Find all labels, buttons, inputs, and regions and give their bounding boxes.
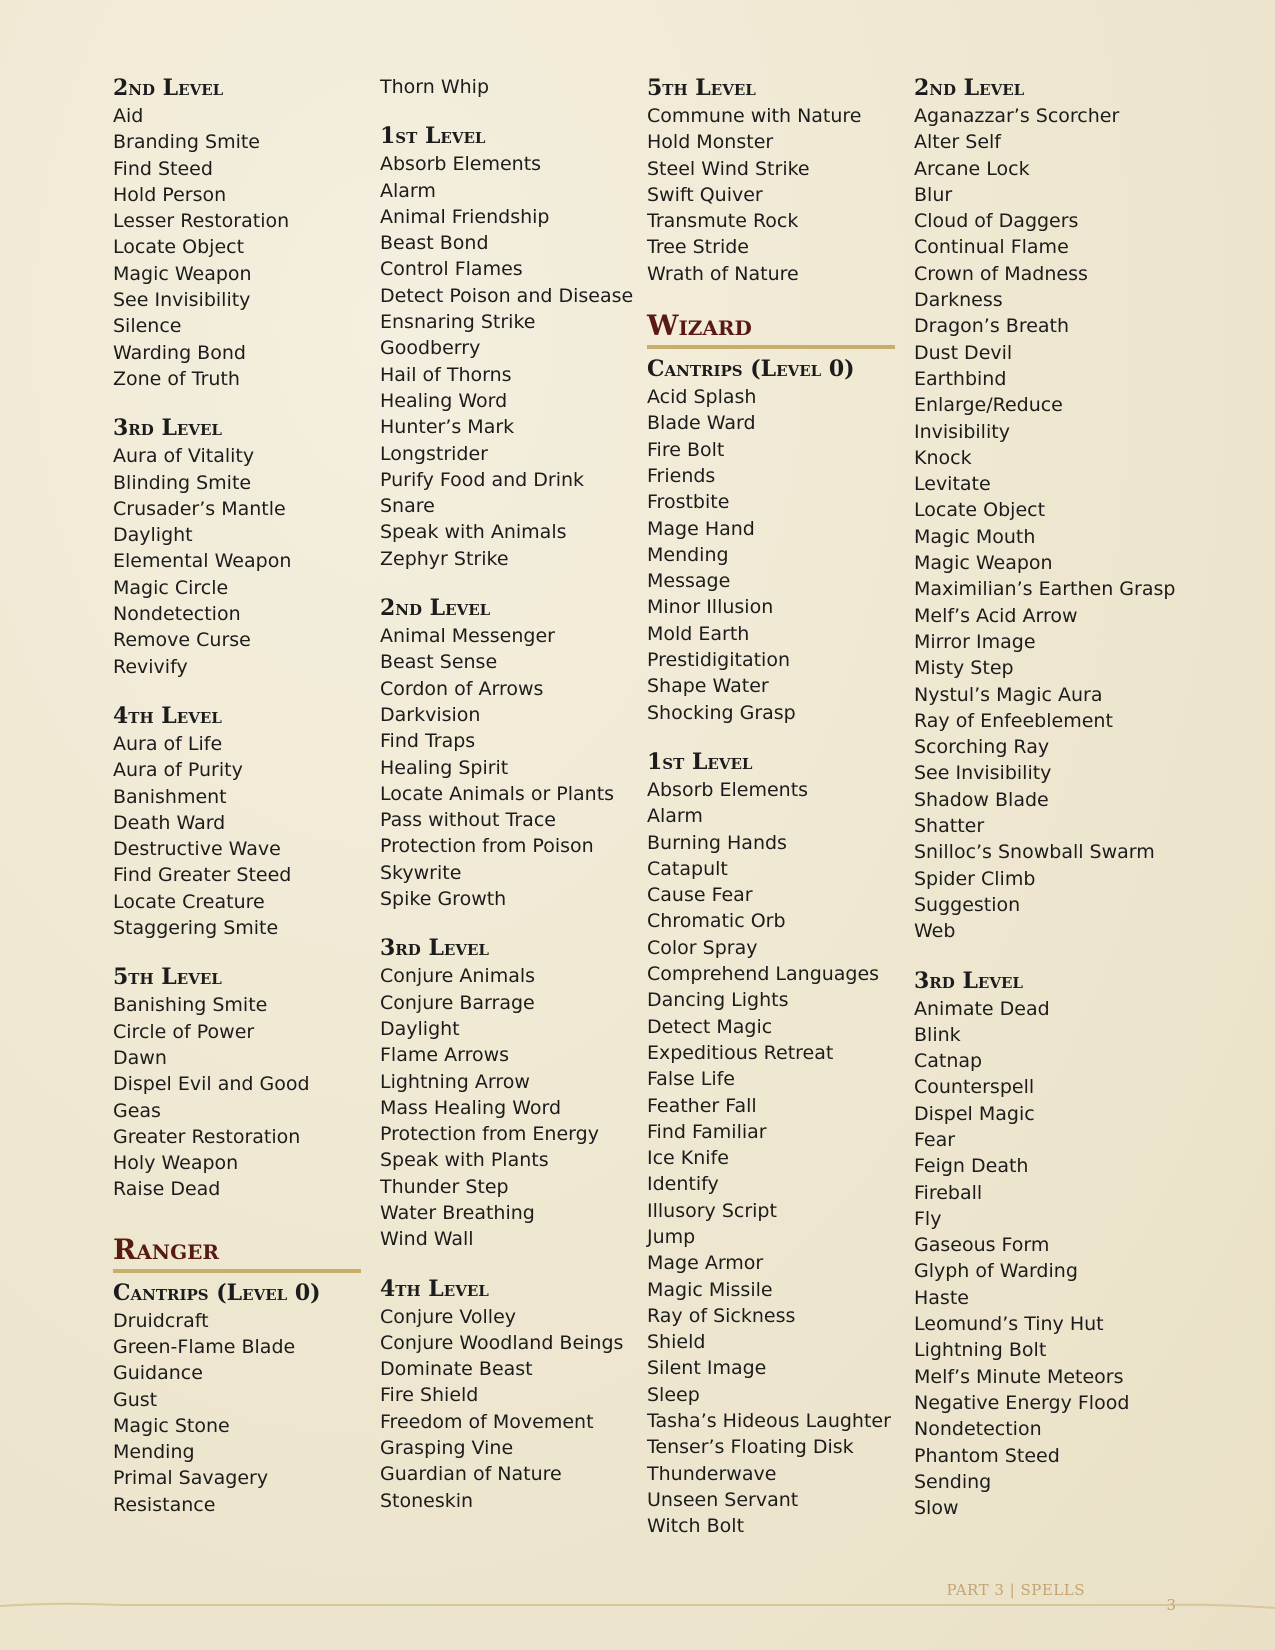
spell-section <box>380 74 640 100</box>
spell-item: Gust <box>113 1388 158 1411</box>
spell-item: Blur <box>914 183 953 206</box>
spell-item: Conjure Volley <box>380 1305 517 1328</box>
spell-item: Fly <box>914 1207 942 1230</box>
spell-item: Holy Weapon <box>113 1152 239 1175</box>
spell-item: Conjure Animals <box>380 965 536 988</box>
column-2 <box>380 74 640 1536</box>
spell-item: Mold Earth <box>647 622 750 645</box>
spell-item: Revivify <box>113 655 188 678</box>
spell-item: Misty Step <box>914 657 1014 680</box>
footer-section: PART 3 | SPELLS <box>946 1581 1085 1599</box>
spell-item: Purify Food and Drink <box>380 468 585 491</box>
spell-item: Greater Restoration <box>113 1125 301 1148</box>
spell-item: Animal Friendship <box>380 205 550 228</box>
spell-section <box>380 1275 640 1514</box>
spell-item: Mirror Image <box>914 630 1036 653</box>
level-heading: 1st Level <box>380 123 486 150</box>
spell-item: Destructive Wave <box>113 838 281 861</box>
spell-item: Magic Circle <box>113 576 229 599</box>
column-1 <box>113 74 373 1540</box>
spell-item: Staggering Smite <box>113 917 279 940</box>
spell-section <box>647 748 907 1540</box>
page-number: 3 <box>1166 1596 1176 1614</box>
spell-item: Speak with Animals <box>380 521 567 544</box>
spell-item: Locate Creature <box>113 890 265 913</box>
spell-item: Find Greater Steed <box>113 864 292 887</box>
spell-item: Catapult <box>647 857 728 880</box>
spell-item: Message <box>647 570 731 593</box>
spell-item: Lightning Arrow <box>380 1070 530 1093</box>
spell-item: Guidance <box>113 1362 203 1385</box>
spell-item: Wind Wall <box>380 1228 474 1251</box>
spell-item: Shocking Grasp <box>647 701 796 724</box>
spell-item: Nondetection <box>914 1418 1042 1441</box>
spell-section <box>380 594 640 912</box>
spell-item: Mage Hand <box>647 517 755 540</box>
spell-item: Continual Flame <box>914 236 1069 259</box>
spell-item: Dispel Magic <box>914 1102 1035 1125</box>
spell-item: Negative Energy Flood <box>914 1391 1130 1414</box>
spell-item: Wrath of Nature <box>647 262 799 285</box>
spell-item: Aura of Purity <box>113 759 243 782</box>
spell-item: Magic Missile <box>647 1278 773 1301</box>
level-heading: 4th Level <box>113 702 222 729</box>
spell-item: Melf’s Minute Meteors <box>914 1365 1124 1388</box>
spell-item: Mass Healing Word <box>380 1096 562 1119</box>
spell-item: Goodberry <box>380 337 481 360</box>
spell-item: Shatter <box>914 815 985 838</box>
spell-item: Shape Water <box>647 675 769 698</box>
spell-item: Guardian of Nature <box>380 1463 562 1486</box>
spell-item: Resistance <box>113 1493 216 1516</box>
spell-item: See Invisibility <box>914 762 1052 785</box>
spell-section <box>380 934 640 1252</box>
spell-item: Ice Knife <box>647 1147 729 1170</box>
class-heading: Ranger <box>113 1233 361 1273</box>
level-heading: Cantrips (Level 0) <box>113 1279 321 1306</box>
spell-item: Unseen Servant <box>647 1488 799 1511</box>
spell-item: Remove Curse <box>113 629 251 652</box>
spell-item: Fire Shield <box>380 1384 479 1407</box>
spell-item: Alter Self <box>914 131 1001 154</box>
spell-item: Blink <box>914 1023 961 1046</box>
column-3 <box>647 74 907 1562</box>
spell-item: Primal Savagery <box>113 1467 269 1490</box>
spell-item: Thorn Whip <box>380 76 489 98</box>
spell-item: Dominate Beast <box>380 1358 533 1381</box>
spell-item: Aid <box>113 105 144 127</box>
spell-item: Beast Sense <box>380 651 498 674</box>
spell-item: Healing Word <box>380 389 508 412</box>
spell-item: Conjure Woodland Beings <box>380 1331 624 1354</box>
spell-item: Longstrider <box>380 442 488 465</box>
spell-item: Jump <box>647 1225 696 1248</box>
spell-item: Healing Spirit <box>380 756 509 779</box>
spell-item: Dispel Evil and Good <box>113 1073 310 1096</box>
spell-item: Death Ward <box>113 811 226 834</box>
spell-item: Warding Bond <box>113 341 246 364</box>
spell-item: Catnap <box>914 1050 983 1073</box>
level-heading: Cantrips (Level 0) <box>647 356 855 383</box>
spell-item: Gaseous Form <box>914 1234 1050 1257</box>
spell-item: Sending <box>914 1470 992 1493</box>
level-heading: 3rd Level <box>113 415 222 442</box>
spell-item: Enlarge/Reduce <box>914 394 1063 417</box>
spell-item: Magic Weapon <box>914 552 1053 575</box>
spell-item: Darkvision <box>380 703 481 726</box>
spell-item: Beast Bond <box>380 232 489 255</box>
spell-section <box>380 122 640 572</box>
level-heading: 5th Level <box>647 75 756 101</box>
spell-item: Absorb Elements <box>380 153 542 176</box>
spell-item: Fireball <box>914 1181 983 1204</box>
spell-item: Mending <box>647 543 729 566</box>
spell-item: Control Flames <box>380 258 523 281</box>
spell-item: Tasha’s Hideous Laughter <box>647 1410 891 1433</box>
spell-item: Scorching Ray <box>914 736 1050 759</box>
spell-item: Find Traps <box>380 730 476 753</box>
spell-section <box>113 74 373 392</box>
spell-item: Swift Quiver <box>647 183 763 206</box>
spell-item: Locate Object <box>113 236 245 259</box>
spell-item: Circle of Power <box>113 1020 255 1043</box>
spell-item: Levitate <box>914 473 991 496</box>
level-heading: 3rd Level <box>380 935 489 962</box>
spell-item: Magic Weapon <box>113 262 252 285</box>
spell-item: Stoneskin <box>380 1489 474 1512</box>
spell-item: Ray of Sickness <box>647 1304 796 1327</box>
spell-item: Witch Bolt <box>647 1515 745 1538</box>
spell-item: Locate Animals or Plants <box>380 782 615 805</box>
spell-item: Speak with Plants <box>380 1149 549 1172</box>
spell-item: Cloud of Daggers <box>914 210 1079 233</box>
spell-item: Raise Dead <box>113 1178 221 1201</box>
spell-item: Detect Magic <box>647 1015 773 1038</box>
spell-item: Green-Flame Blade <box>113 1335 296 1358</box>
spell-item: Invisibility <box>914 420 1010 443</box>
spell-item: Spider Climb <box>914 867 1036 890</box>
spell-item: Aura of Life <box>113 732 223 755</box>
spell-item: Ray of Enfeeblement <box>914 709 1113 732</box>
spell-item: See Invisibility <box>113 289 251 312</box>
spell-item: Freedom of Movement <box>380 1410 594 1433</box>
spell-item: Chromatic Orb <box>647 910 786 933</box>
spell-item: Slow <box>914 1497 959 1520</box>
spell-item: Earthbind <box>914 367 1007 390</box>
spell-item: Absorb Elements <box>647 778 809 801</box>
spell-item: Alarm <box>647 805 703 828</box>
level-heading: 2nd Level <box>113 75 224 101</box>
spell-item: Comprehend Languages <box>647 963 880 986</box>
spell-item: Feather Fall <box>647 1094 757 1117</box>
spell-item: Dancing Lights <box>647 989 789 1012</box>
spell-item: Magic Stone <box>113 1414 230 1437</box>
spell-item: Snilloc’s Snowball Swarm <box>914 841 1155 864</box>
spell-section <box>113 1279 373 1518</box>
level-heading: 2nd Level <box>380 595 491 622</box>
spell-item: Snare <box>380 495 435 518</box>
spell-item: Acid Splash <box>647 386 757 409</box>
spell-item: Silent Image <box>647 1357 767 1380</box>
spell-item: Spike Growth <box>380 888 507 911</box>
spell-item: Zephyr Strike <box>380 547 509 570</box>
spell-item: Skywrite <box>380 861 462 884</box>
spell-item: Expeditious Retreat <box>647 1041 834 1064</box>
spell-item: Feign Death <box>914 1155 1029 1178</box>
spell-item: Dragon’s Breath <box>914 315 1070 338</box>
spell-item: Prestidigitation <box>647 649 791 672</box>
spell-item: Hold Person <box>113 183 227 206</box>
spell-item: Haste <box>914 1286 969 1309</box>
spell-item: Dust Devil <box>914 341 1013 364</box>
spell-item: Minor Illusion <box>647 596 774 619</box>
spell-item: Detect Poison and Disease <box>380 284 634 307</box>
spell-item: Silence <box>113 315 182 338</box>
spell-item: Illusory Script <box>647 1199 777 1222</box>
spell-item: Conjure Barrage <box>380 991 535 1014</box>
spell-item: Web <box>914 920 956 943</box>
spell-section <box>914 967 1174 1522</box>
spell-item: Banishing Smite <box>113 994 268 1017</box>
spell-item: Daylight <box>113 524 193 547</box>
spell-item: Alarm <box>380 179 436 202</box>
spell-item: Transmute Rock <box>647 210 799 233</box>
spell-item: Daylight <box>380 1017 460 1040</box>
spell-item: Blinding Smite <box>113 471 252 494</box>
spell-section <box>113 963 373 1202</box>
spell-item: Find Familiar <box>647 1120 767 1143</box>
spell-item: Blade Ward <box>647 412 756 435</box>
level-heading: 1st Level <box>647 748 753 775</box>
level-heading: 2nd Level <box>914 75 1025 101</box>
spell-item: Aganazzar’s Scorcher <box>914 105 1120 127</box>
spell-item: Tree Stride <box>647 236 749 259</box>
spell-item: Burning Hands <box>647 831 787 854</box>
spell-item: Melf’s Acid Arrow <box>914 604 1078 627</box>
level-heading: 3rd Level <box>914 967 1023 994</box>
spell-item: Thunderwave <box>647 1462 777 1485</box>
spell-item: Mage Armor <box>647 1252 764 1275</box>
spell-item: Color Spray <box>647 936 758 959</box>
spell-item: Nystul’s Magic Aura <box>914 683 1103 706</box>
spell-item: Arcane Lock <box>914 157 1030 180</box>
spell-item: Cause Fear <box>647 884 753 907</box>
spell-item: Identify <box>647 1173 719 1196</box>
spell-item: Locate Object <box>914 499 1046 522</box>
spell-item: Dawn <box>113 1046 167 1069</box>
spell-item: Magic Mouth <box>914 525 1036 548</box>
spell-item: Shield <box>647 1331 706 1354</box>
spell-item: Cordon of Arrows <box>380 677 544 700</box>
spell-item: Leomund’s Tiny Hut <box>914 1313 1104 1336</box>
spell-item: Grasping Vine <box>380 1437 514 1460</box>
spell-item: Knock <box>914 446 972 469</box>
spell-item: Protection from Energy <box>380 1123 599 1146</box>
spell-item: Suggestion <box>914 893 1021 916</box>
spell-item: Ensnaring Strike <box>380 311 536 334</box>
spell-item: Steel Wind Strike <box>647 157 810 180</box>
spell-item: Druidcraft <box>113 1309 209 1332</box>
spell-item: Darkness <box>914 289 1003 312</box>
spell-item: Lesser Restoration <box>113 210 290 233</box>
spell-item: Tenser’s Floating Disk <box>647 1436 854 1459</box>
level-heading: 4th Level <box>380 1275 489 1302</box>
spell-item: Animate Dead <box>914 997 1050 1020</box>
spell-item: Crusader’s Mantle <box>113 497 286 520</box>
spell-item: Shadow Blade <box>914 788 1049 811</box>
spell-section <box>647 355 907 726</box>
spell-item: Find Steed <box>113 157 213 180</box>
footer-divider <box>0 1600 1275 1610</box>
spell-item: Hail of Thorns <box>380 363 512 386</box>
level-heading: 5th Level <box>113 964 222 991</box>
spell-item: Aura of Vitality <box>113 445 255 468</box>
column-4 <box>914 74 1174 1543</box>
spell-item: Pass without Trace <box>380 809 556 832</box>
spell-item: Glyph of Warding <box>914 1260 1078 1283</box>
spell-item: Zone of Truth <box>113 367 240 390</box>
spell-item: Hold Monster <box>647 131 774 154</box>
spell-item: Fear <box>914 1128 956 1151</box>
spell-item: Frostbite <box>647 491 730 514</box>
spell-item: Counterspell <box>914 1076 1035 1099</box>
spell-item: Water Breathing <box>380 1201 535 1224</box>
class-heading: Wizard <box>647 309 895 349</box>
spell-item: Sleep <box>647 1383 700 1406</box>
spell-item: Flame Arrows <box>380 1044 510 1067</box>
spell-item: Phantom Steed <box>914 1444 1060 1467</box>
spell-item: Mending <box>113 1441 195 1464</box>
spell-item: Thunder Step <box>380 1175 509 1198</box>
spell-item: False Life <box>647 1068 735 1091</box>
spell-item: Elemental Weapon <box>113 550 292 573</box>
spell-section <box>113 414 373 680</box>
spell-item: Commune with Nature <box>647 105 862 127</box>
spell-section <box>113 702 373 941</box>
spell-item: Protection from Poison <box>380 835 594 858</box>
spell-item: Fire Bolt <box>647 438 725 461</box>
spell-item: Banishment <box>113 785 227 808</box>
spell-section <box>914 74 1174 945</box>
spell-item: Animal Messenger <box>380 625 555 648</box>
spell-item: Crown of Madness <box>914 262 1088 285</box>
spell-item: Lightning Bolt <box>914 1339 1047 1362</box>
spell-item: Friends <box>647 464 716 487</box>
spell-item: Branding Smite <box>113 131 260 154</box>
spell-section <box>647 74 907 287</box>
spell-item: Geas <box>113 1099 161 1122</box>
spell-item: Nondetection <box>113 603 241 626</box>
spell-item: Maximilian’s Earthen Grasp <box>914 578 1176 601</box>
spell-item: Hunter’s Mark <box>380 416 515 439</box>
